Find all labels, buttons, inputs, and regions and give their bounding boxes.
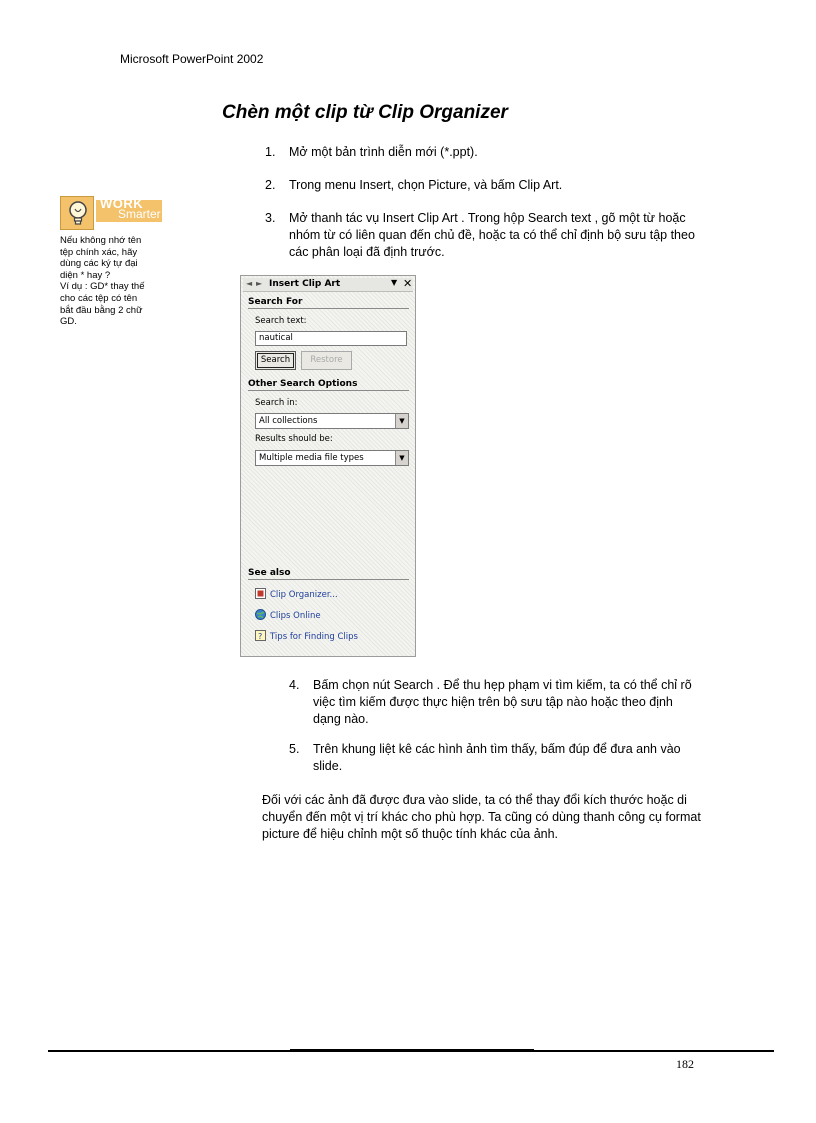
help-icon	[255, 630, 266, 641]
note-line: Ví dụ : GD* thay thế	[60, 281, 145, 293]
results-label: Results should be:	[255, 434, 333, 444]
dropdown-arrow-icon[interactable]: ▼	[395, 451, 408, 465]
search-for-heading: Search For	[248, 297, 409, 309]
see-also-heading: See also	[248, 568, 409, 580]
dropdown-arrow-icon[interactable]: ▼	[395, 414, 408, 428]
search-button[interactable]: Search	[255, 351, 296, 370]
footer-rule-accent	[290, 1049, 534, 1051]
step-text: Mở thanh tác vụ Insert Clip Art . Trong hộp Search text , gõ một từ hoặc nhóm từ có liên quan đến chủ đề, hoặc ta có thể chỉ định bộ sưu tập theo các phân loại đã định trước.	[289, 211, 695, 259]
link-clip-organizer[interactable]	[255, 588, 338, 600]
search-in-label: Search in:	[255, 398, 298, 408]
pane-menu-icon[interactable]: ▼	[391, 278, 398, 287]
search-text-input[interactable]: nautical	[255, 331, 407, 346]
link-tips[interactable]	[255, 630, 358, 642]
note-line: cho các tệp có tên	[60, 292, 138, 304]
step-text: Bấm chọn nút Search . Để thu hẹp phạm vi tìm kiếm, ta có thể chỉ rõ việc tìm kiếm được thực hiện trên bộ sưu tập nào hoặc theo định dạng nào.	[313, 678, 692, 726]
svg-text:?: ?	[258, 632, 263, 641]
results-value: Multiple media file types	[259, 453, 364, 463]
note-line: bắt đầu bằng 2 chữ	[60, 304, 143, 316]
closing-paragraph: Đối với các ảnh đã được đưa vào slide, ta có thể thay đổi kích thước hoặc di chuyển đến một vị trí khác cho phù hợp. Ta cũng có dùng thanh công cụ format picture để hiệu chỉnh một số thuộc tính khác của ảnh.	[262, 793, 701, 841]
step-number: 4.	[289, 678, 300, 692]
close-icon[interactable]: ✕	[403, 277, 413, 290]
step-number: 5.	[289, 742, 300, 756]
note-line: dùng các ký tự đại	[60, 258, 138, 270]
link-label: Tips for Finding Clips	[270, 632, 358, 642]
step-text: Trong menu Insert, chọn Picture, và bấm Clip Art.	[289, 178, 563, 192]
other-search-options-heading: Other Search Options	[248, 379, 409, 391]
back-arrow-icon[interactable]: ◄	[246, 279, 253, 288]
pane-title: Insert Clip Art	[269, 279, 341, 289]
step-number: 3.	[265, 211, 276, 225]
note-line: Nếu không nhớ tên	[60, 235, 142, 246]
forward-arrow-icon[interactable]: ►	[256, 279, 263, 288]
restore-button[interactable]: Restore	[301, 351, 352, 370]
search-in-select[interactable]	[255, 413, 409, 429]
clip-organizer-icon	[255, 588, 266, 599]
step-text: Trên khung liệt kê các hình ảnh tìm thấy, bấm đúp để đưa anh vào slide.	[313, 742, 681, 773]
step-number: 1.	[265, 145, 276, 159]
section-title: Chèn một clip từ Clip Organizer	[222, 102, 508, 123]
globe-icon	[255, 609, 266, 620]
note-line: diện * hay ?	[60, 269, 111, 281]
pane-titlebar	[243, 278, 413, 292]
results-select[interactable]	[255, 450, 409, 466]
step-text: Mở một bản trình diễn mới (*.ppt).	[289, 145, 478, 159]
badge-word-work: WORK	[100, 196, 144, 211]
search-in-value: All collections	[259, 416, 318, 426]
side-note	[60, 235, 166, 328]
step-number: 2.	[265, 178, 276, 192]
work-smarter-badge	[60, 196, 162, 230]
note-line: tệp chính xác, hãy	[60, 246, 138, 258]
page-header: Microsoft PowerPoint 2002	[120, 52, 264, 66]
lightbulb-icon	[60, 196, 94, 230]
page-number: 182	[676, 1057, 694, 1071]
badge-word-smarter: Smarter	[118, 207, 161, 221]
link-label: Clip Organizer...	[270, 590, 338, 600]
search-text-label: Search text:	[255, 316, 307, 326]
note-line: GD.	[60, 316, 77, 328]
insert-clip-art-pane	[240, 275, 416, 657]
link-clips-online[interactable]	[255, 609, 321, 621]
link-label: Clips Online	[270, 611, 321, 621]
